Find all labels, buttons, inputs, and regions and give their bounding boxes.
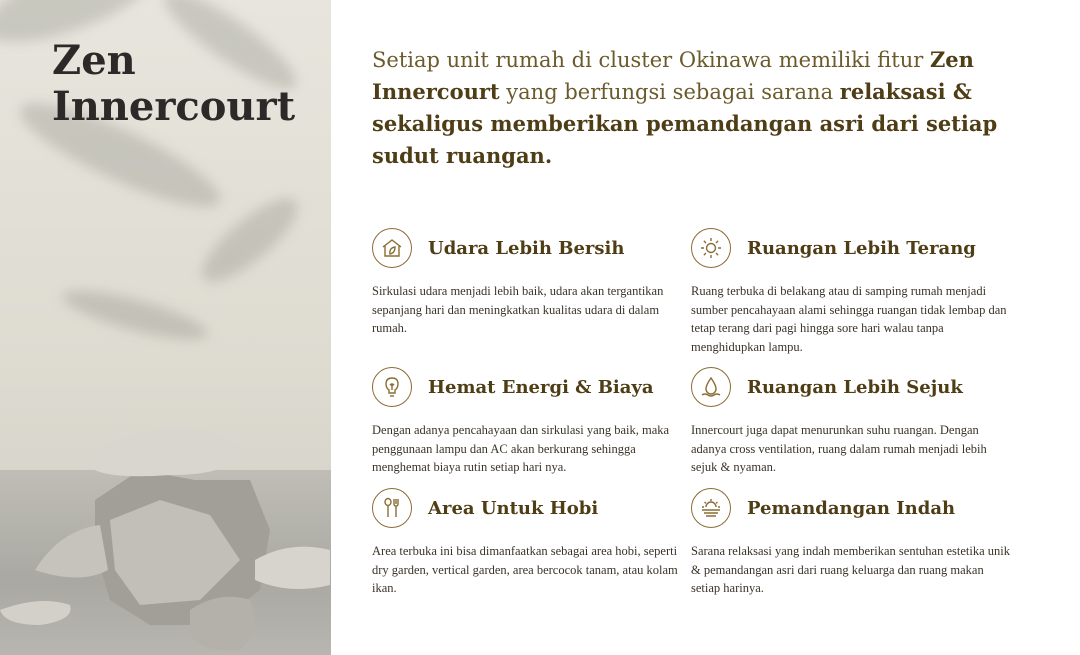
feature-hemat: [372, 365, 692, 477]
feature-title: Udara Lebih Bersih: [428, 237, 625, 259]
hero-photo: [0, 0, 331, 655]
feature-hobi: [372, 486, 692, 598]
lightbulb-icon: [372, 367, 412, 407]
water-drop-icon: [691, 367, 731, 407]
feature-udara: [372, 226, 692, 338]
intro-paragraph: Setiap unit rumah di cluster Okinawa memiliki fitur Zen Innercourt yang berfungsi sebagai sarana relaksasi & sekaligus memberikan pemandangan asri dari setiap sudut ruangan.: [372, 47, 998, 168]
feature-text: Ruang terbuka di belakang atau di samping rumah menjadi sumber pencahayaan alami sehingga ruangan tidak lembap dan tetap terang dari pagi hingga sore hari walau tanpa menghidupkan lampu.: [691, 284, 1007, 354]
landscape-icon: [691, 488, 731, 528]
feature-terang: [691, 226, 1011, 356]
feature-title: Ruangan Lebih Terang: [747, 237, 976, 259]
house-leaf-icon: [372, 228, 412, 268]
feature-title: Ruangan Lebih Sejuk: [747, 376, 963, 398]
garden-tools-icon: [372, 488, 412, 528]
feature-title: Area Untuk Hobi: [428, 497, 599, 519]
feature-text: Dengan adanya pencahayaan dan sirkulasi yang baik, maka penggunaan lampu dan AC akan berkurang sehingga menghemat biaya rutin setiap hari nya.: [372, 423, 670, 474]
stones-illustration: [0, 420, 331, 655]
feature-title: Hemat Energi & Biaya: [428, 376, 654, 398]
feature-text: Sirkulasi udara menjadi lebih baik, udara akan tergantikan sepanjang hari dan meningkatkan kualitas udara di dalam rumah.: [372, 284, 664, 335]
sun-icon: [691, 228, 731, 268]
feature-title: Pemandangan Indah: [747, 497, 956, 519]
page-title: Zen Innercourt: [52, 37, 296, 130]
feature-text: Sarana relaksasi yang indah memberikan sentuhan estetika unik & pemandangan asri dari ruang keluarga dan ruang makan setiap harinya.: [691, 544, 1010, 595]
feature-text: Area terbuka ini bisa dimanfaatkan sebagai area hobi, seperti dry garden, vertical garden, area bercocok tanam, atau kolam ikan.: [372, 544, 678, 595]
feature-text: Innercourt juga dapat menurunkan suhu ruangan. Dengan adanya cross ventilation, ruang dalam rumah menjadi lebih sejuk & nyaman.: [691, 423, 987, 474]
feature-pemandangan: [691, 486, 1011, 598]
feature-sejuk: [691, 365, 1011, 477]
